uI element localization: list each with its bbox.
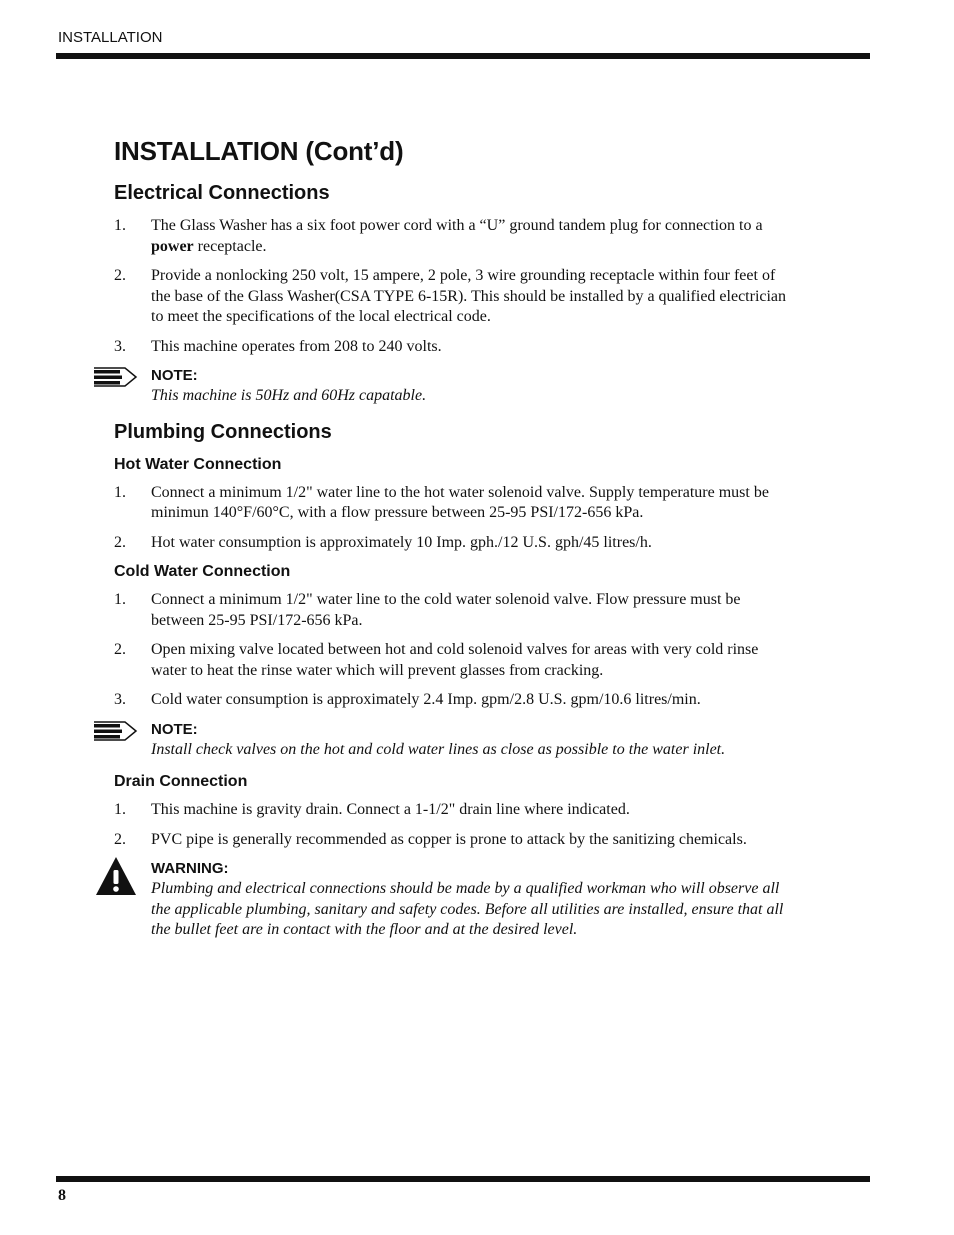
item-text: This machine is gravity drain. Connect a 1-1/2" drain line where indicated. bbox=[151, 801, 630, 818]
item-text: The Glass Washer has a six foot power cord with a “U” ground tandem plug for connection to a bbox=[151, 217, 763, 234]
item-text: Cold water consumption is approximately 2.4 Imp. gpm/2.8 U.S. gpm/10.6 litres/min. bbox=[151, 691, 701, 708]
list-item bbox=[114, 483, 794, 524]
item-number: 1. bbox=[114, 217, 126, 234]
note-title: NOTE: bbox=[151, 720, 198, 738]
item-number: 3. bbox=[114, 337, 126, 355]
note-text: This machine is 50Hz and 60Hz capatable. bbox=[151, 387, 427, 404]
running-header: INSTALLATION bbox=[58, 29, 163, 46]
item-number: 1. bbox=[114, 591, 126, 608]
warning-icon bbox=[94, 855, 138, 902]
cold-water-note bbox=[114, 720, 794, 761]
item-number: 1. bbox=[114, 483, 126, 501]
item-text: Connect a minimum 1/2" water line to the cold water solenoid valve. Flow pressure must be between 25-95 PSI/172-656 kPa. bbox=[151, 591, 741, 629]
item-text: Hot water consumption is approximately 10 Imp. gph./12 U.S. gph/45 litres/h. bbox=[151, 533, 652, 551]
note-text: Install check valves on the hot and cold water lines as close as possible to the water inlet. bbox=[151, 740, 726, 758]
cold-water-list bbox=[114, 590, 794, 711]
electrical-list bbox=[114, 216, 794, 357]
item-text: PVC pipe is generally recommended as copper is prone to attack by the sanitizing chemicals. bbox=[151, 830, 747, 848]
plumbing-heading: Plumbing Connections bbox=[114, 420, 332, 443]
footer-rule bbox=[56, 1176, 870, 1182]
item-bold-text: power bbox=[151, 237, 194, 255]
list-item bbox=[114, 216, 794, 257]
list-item bbox=[114, 640, 794, 681]
drain-heading: Drain Connection bbox=[114, 773, 248, 790]
item-number: 1. bbox=[114, 801, 126, 818]
warning-text: Plumbing and electrical connections should be made by a qualified workman who will observe all the applicable plumbing, sanitary and safety codes. Before all utilities are installed, ensure that all the bullet feet are in contact with the floor and at the desired level. bbox=[151, 880, 784, 938]
cold-water-heading: Cold Water Connection bbox=[114, 563, 291, 580]
item-text: Open mixing valve located between hot and cold solenoid valves for areas with very cold rinse water to heat the rinse water which will prevent glasses from cracking. bbox=[151, 641, 759, 679]
item-number: 2. bbox=[114, 267, 126, 284]
drain-list bbox=[114, 800, 794, 850]
item-text-end: receptacle. bbox=[193, 237, 267, 255]
list-item bbox=[114, 590, 794, 631]
note-title: NOTE: bbox=[151, 367, 198, 384]
list-item bbox=[114, 690, 794, 711]
list-item bbox=[114, 800, 794, 821]
item-number: 2. bbox=[114, 641, 126, 658]
note-icon bbox=[92, 720, 138, 747]
page-content bbox=[114, 134, 794, 953]
list-item bbox=[114, 266, 794, 328]
page-number: 8 bbox=[58, 1187, 66, 1204]
note-icon bbox=[92, 366, 138, 393]
electrical-note bbox=[114, 366, 794, 407]
item-number: 2. bbox=[114, 830, 126, 848]
item-number: 3. bbox=[114, 691, 126, 708]
hot-water-heading: Hot Water Connection bbox=[114, 455, 282, 473]
list-item bbox=[114, 533, 794, 554]
header-rule bbox=[56, 53, 870, 59]
item-text: Connect a minimum 1/2" water line to the hot water solenoid valve. Supply temperature must be minimun 140°F/60°C, with a flow pressure between 25-95 PSI/172-656 kPa. bbox=[151, 483, 769, 521]
electrical-heading: Electrical Connections bbox=[114, 182, 330, 204]
list-item bbox=[114, 337, 794, 358]
item-number: 2. bbox=[114, 533, 126, 551]
page-title: INSTALLATION (Cont’d) bbox=[114, 136, 404, 166]
warning-title: WARNING: bbox=[151, 860, 229, 877]
warning-callout bbox=[114, 859, 794, 941]
item-text: Provide a nonlocking 250 volt, 15 ampere, 2 pole, 3 wire grounding receptacle within four feet of the base of the Glass Washer(CSA TYPE 6-15R). This should be installed by a qualified electrician to meet the specifications of the local electrical code. bbox=[151, 267, 787, 325]
hot-water-list bbox=[114, 483, 794, 554]
list-item bbox=[114, 830, 794, 851]
item-text: This machine operates from 208 to 240 volts. bbox=[151, 337, 442, 355]
